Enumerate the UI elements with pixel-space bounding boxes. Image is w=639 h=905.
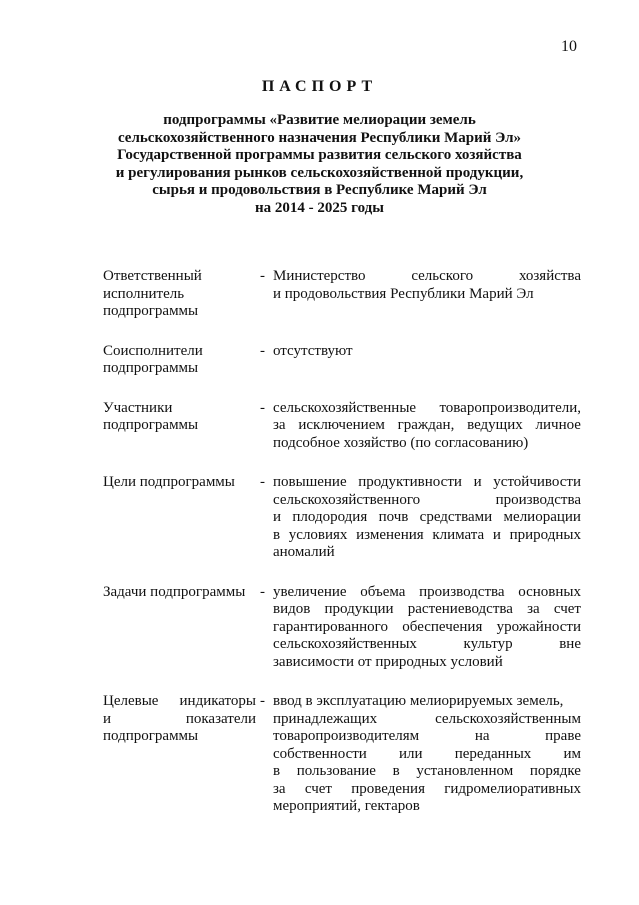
subtitle-line: Государственной программы развития сельского хозяйства <box>117 147 522 163</box>
word: культур <box>463 636 513 652</box>
value-line <box>273 417 581 435</box>
passport-row <box>103 693 581 816</box>
row-label <box>103 474 256 492</box>
word: подпрограммы <box>103 303 199 319</box>
passport-row <box>103 268 581 321</box>
word: праве <box>545 728 581 744</box>
passport-table <box>103 268 581 816</box>
word: хозяйства <box>518 268 581 284</box>
value-line <box>273 435 581 453</box>
word: и <box>103 710 112 727</box>
label-line <box>103 343 256 361</box>
word: мелиорации <box>503 509 581 525</box>
value-line <box>273 584 581 602</box>
word: показатели <box>185 710 256 727</box>
word: гидромелиоративных <box>444 780 581 797</box>
word: отсутствуют <box>273 342 353 359</box>
label-line <box>103 417 256 435</box>
word: Министерство <box>273 268 366 284</box>
value-line <box>273 711 581 729</box>
word: растениеводства <box>407 601 513 617</box>
word: исключением <box>298 417 385 433</box>
word: сельского <box>411 268 474 284</box>
value-line <box>273 781 581 799</box>
subtitle-line: и регулирования рынков сельскохозяйственной продукции, <box>115 164 524 181</box>
word: мероприятий, гектаров <box>273 798 420 814</box>
word: им <box>563 745 581 762</box>
word: порядке <box>529 763 581 779</box>
value-line <box>273 798 581 816</box>
label-line <box>103 711 256 729</box>
word: проведения <box>351 780 425 797</box>
passport-row <box>103 400 581 453</box>
row-dash: - <box>260 474 265 490</box>
value-line <box>273 474 581 492</box>
word: принадлежащих <box>273 710 378 727</box>
label-line <box>103 268 256 286</box>
value-line <box>273 492 581 510</box>
word: подпрограммы <box>103 360 199 376</box>
word: природных <box>509 526 581 543</box>
word: подпрограммы <box>103 417 199 433</box>
word: продуктивности <box>358 474 462 490</box>
word: сельскохозяйственные <box>273 399 417 416</box>
word: собственности <box>273 745 367 762</box>
word: Участники <box>103 399 173 416</box>
word: личное <box>535 417 581 433</box>
label-line <box>103 474 256 492</box>
word: изменения <box>356 526 424 543</box>
word: и <box>273 509 282 525</box>
row-label <box>103 343 256 378</box>
word: обеспечения <box>402 618 483 635</box>
subtitle-line: подпрограммы «Развитие мелиорации земель <box>163 112 476 128</box>
document-title: ПАСПОРТ <box>261 78 378 95</box>
row-dash: - <box>260 399 265 416</box>
word: за <box>273 780 286 797</box>
page-number: 10 <box>561 38 577 55</box>
value-line <box>273 728 581 746</box>
word: средствами <box>419 509 493 525</box>
word: установленном <box>416 763 514 779</box>
row-label <box>103 400 256 435</box>
value-line <box>273 746 581 764</box>
row-value <box>273 584 581 672</box>
value-line <box>273 654 581 672</box>
value-line <box>273 601 581 619</box>
word: счет <box>304 780 332 797</box>
word: переданных <box>454 745 532 762</box>
value-line <box>273 693 581 711</box>
word: на <box>474 728 490 744</box>
word: видов <box>273 601 311 617</box>
word: основных <box>518 583 581 600</box>
passport-row <box>103 584 581 672</box>
value-line <box>273 527 581 545</box>
row-label <box>103 693 256 746</box>
row-value <box>273 268 581 303</box>
word: и продовольствия Республики Марий Эл <box>273 285 534 302</box>
word: и <box>492 526 501 543</box>
label-line <box>103 400 256 418</box>
word: почв <box>378 509 409 525</box>
word: повышение <box>273 474 347 490</box>
word: Задачи подпрограммы <box>103 583 246 600</box>
word: Ответственный <box>103 268 202 284</box>
word: ввод в эксплуатацию мелиорируемых земель, <box>273 693 564 709</box>
row-value <box>273 474 581 562</box>
word: вне <box>559 636 581 652</box>
label-line <box>103 584 256 602</box>
word: или <box>399 745 423 762</box>
word: Целевые <box>103 693 159 709</box>
value-line <box>273 400 581 418</box>
word: Цели подпрограммы <box>103 474 235 490</box>
row-dash: - <box>260 268 265 284</box>
word: за <box>527 601 540 617</box>
word: сельскохозяйственного <box>273 491 421 508</box>
word: производства <box>495 491 581 508</box>
value-line <box>273 286 581 304</box>
label-line <box>103 728 256 746</box>
word: урожайности <box>496 618 581 635</box>
row-value <box>273 693 581 816</box>
word: в <box>273 763 281 779</box>
word: аномалий <box>273 544 335 560</box>
word: за <box>273 417 286 433</box>
document-subtitle <box>0 112 639 217</box>
word: пользование <box>296 763 376 779</box>
subtitle-line: сырья и продовольствия в Республике Марий Эл <box>152 182 487 198</box>
label-line <box>103 286 256 304</box>
row-dash: - <box>260 342 265 359</box>
word: подпрограммы <box>103 728 199 744</box>
passport-row <box>103 474 581 562</box>
passport-row <box>103 343 581 378</box>
word: Соисполнители <box>103 342 203 359</box>
word: товаропроизводители, <box>439 399 581 416</box>
word: подсобное хозяйство (по согласованию) <box>273 434 529 451</box>
word: зависимости от природных условий <box>273 653 503 670</box>
row-label <box>103 584 256 602</box>
row-label <box>103 268 256 321</box>
word: исполнитель <box>103 285 185 302</box>
value-line <box>273 268 581 286</box>
value-line <box>273 636 581 654</box>
value-line <box>273 509 581 527</box>
word: гарантированного <box>273 618 388 635</box>
word: сельскохозяйственных <box>273 636 417 652</box>
word: счет <box>553 601 581 617</box>
label-line <box>103 360 256 378</box>
label-line <box>103 693 256 711</box>
word: условиях <box>288 526 348 543</box>
word: в <box>392 763 400 779</box>
value-line <box>273 763 581 781</box>
word: сельскохозяйственным <box>435 710 581 727</box>
word: увеличение <box>273 583 347 600</box>
value-line <box>273 343 581 361</box>
word: и <box>473 474 482 490</box>
label-line <box>103 303 256 321</box>
subtitle-line: сельскохозяйственного назначения Республики Марий Эл» <box>117 129 522 146</box>
word: объема <box>360 583 406 600</box>
value-line <box>273 619 581 637</box>
word: граждан, <box>397 417 455 433</box>
row-dash: - <box>260 583 265 600</box>
word: в <box>273 526 281 543</box>
value-line <box>273 544 581 562</box>
subtitle-line: на 2014 - 2025 годы <box>255 199 384 216</box>
word: устойчивости <box>493 474 581 490</box>
word: производства <box>419 583 505 600</box>
word: продукции <box>324 601 394 617</box>
word: товаропроизводителям <box>273 728 420 744</box>
word: климата <box>432 526 485 543</box>
word: индикаторы <box>179 693 256 709</box>
word: ведущих <box>467 417 523 433</box>
row-dash: - <box>260 693 265 709</box>
row-value <box>273 343 581 361</box>
row-value <box>273 400 581 453</box>
word: плодородия <box>292 509 368 525</box>
